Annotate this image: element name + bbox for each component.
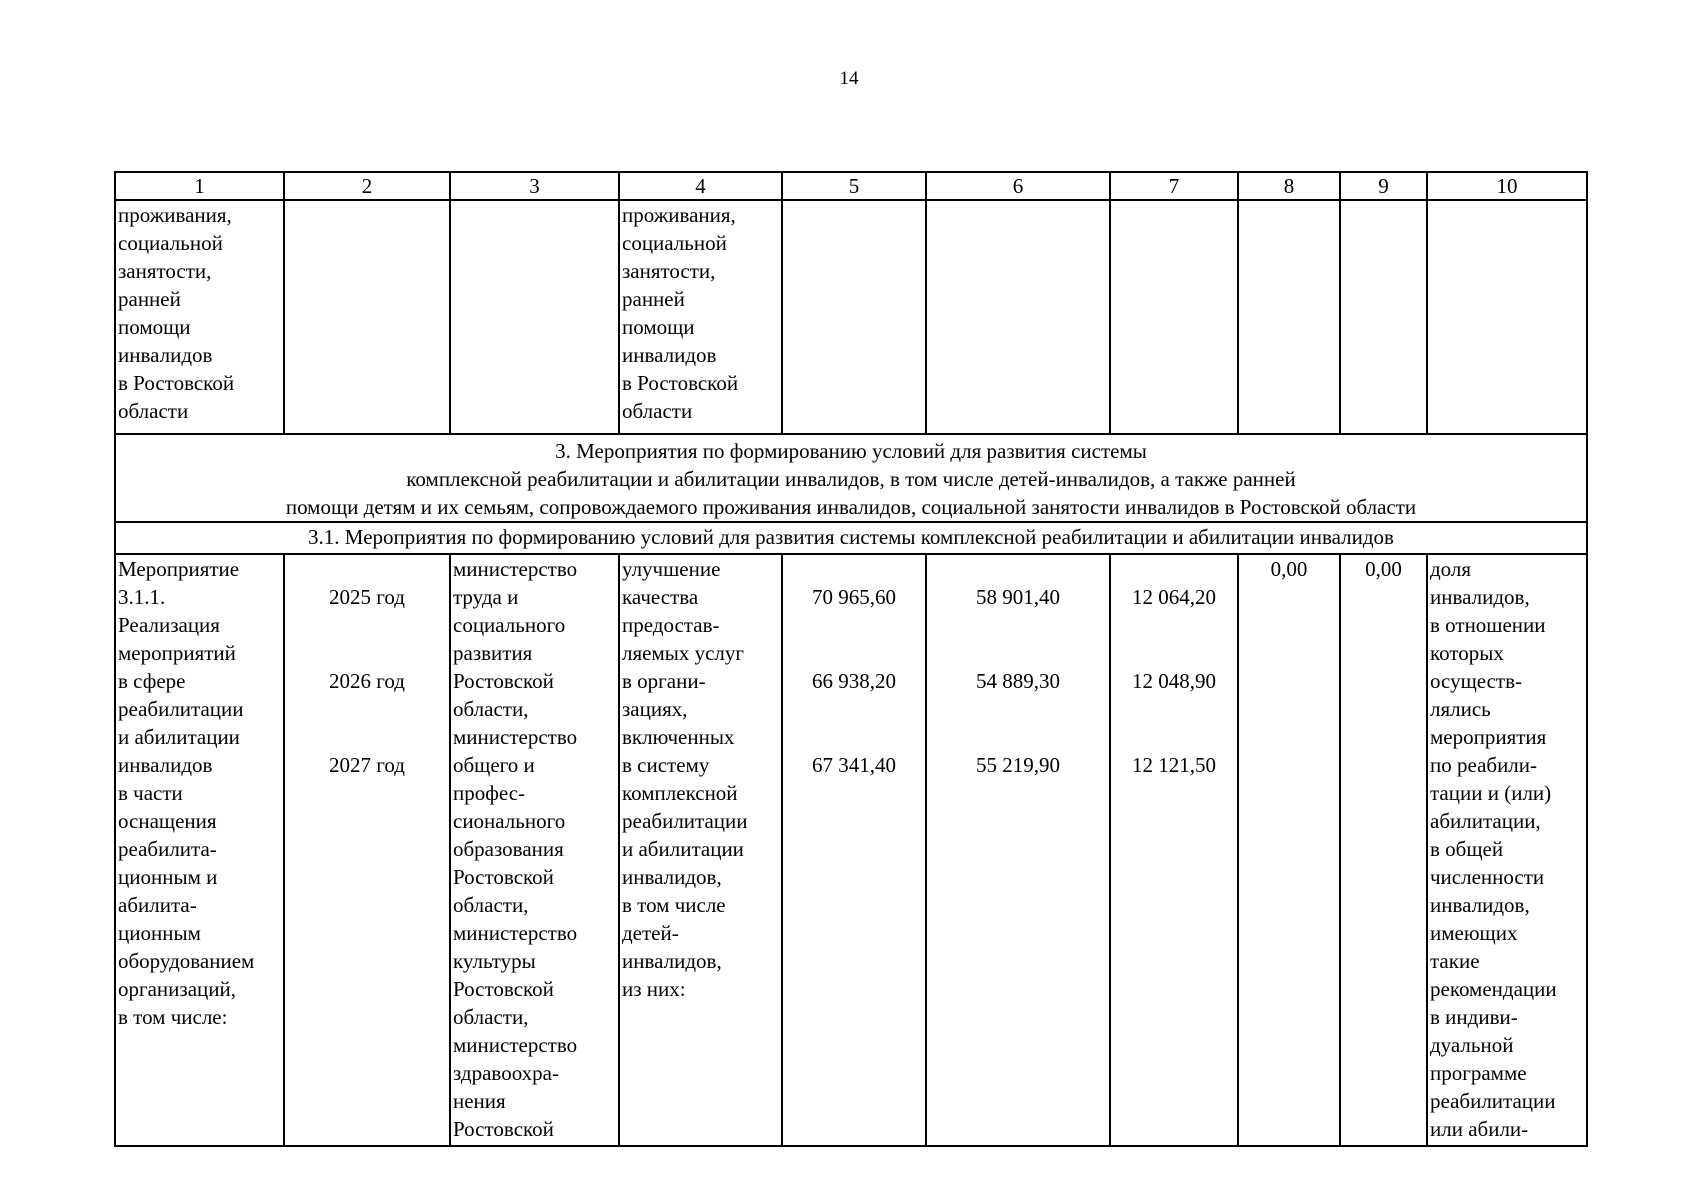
measure-name-cell: Мероприятие 3.1.1. Реализация мероприятий в сфере реабилитации и абилитации инвалидов в части оснащения реабилита- ционным и абилита- ционным оборудованием организаций, в том числе:: [115, 554, 284, 1146]
column-number: 5: [782, 172, 926, 200]
subsection-heading-row: [115, 522, 1587, 554]
section-3-heading: 3. Мероприятия по формированию условий для развития системы комплексной реабилитации и абилитации инвалидов, в том числе детей-инвалидов, а также ранней помощи детям и их семьям, сопровождаемого проживания инвалидов, социальной занятости инвалидов в Ростовской области: [115, 434, 1587, 522]
empty-cell: [782, 200, 926, 434]
section-heading-row: [115, 434, 1587, 522]
total-funding-cell: [782, 554, 926, 1146]
empty-cell: [1427, 200, 1587, 434]
column-number: 3: [450, 172, 619, 200]
result-cell: улучшение качества предостав- ляемых услуг в органи- зациях, включенных в систему комплексной реабилитации и абилитации инвалидов, в том числе детей- инвалидов, из них:: [619, 554, 782, 1146]
column-number: 6: [926, 172, 1110, 200]
continuation-row: [115, 200, 1587, 434]
indicator-cell: доля инвалидов, в отношении которых осуществ- лялись мероприятия по реабили- тации и (или) абилитации, в общей численности инвалидов, имеющих такие рекомендации в индиви- дуальной программе реабилитации или абили-: [1427, 554, 1587, 1146]
year: 2025 год: [329, 585, 405, 609]
executors-cell: министерство труда и социального развития Ростовской области, министерство общего и профес- сионального образования Ростовской области, министерство культуры Ростовской области, министерство здравоохра- нения Ростовской: [450, 554, 619, 1146]
column-number: 9: [1340, 172, 1427, 200]
measure-row: [115, 554, 1587, 1146]
funding-col6-cell: [926, 554, 1110, 1146]
amount: 12 121,50: [1132, 753, 1216, 777]
empty-cell: [926, 200, 1110, 434]
column-number: 8: [1238, 172, 1340, 200]
empty-cell: [450, 200, 619, 434]
column-number: 7: [1110, 172, 1238, 200]
column-number-row: [115, 172, 1587, 200]
empty-cell: [284, 200, 450, 434]
column-number: 1: [115, 172, 284, 200]
funding-col8-cell: 0,00: [1238, 554, 1340, 1146]
section-3-1-heading: 3.1. Мероприятия по формированию условий для развития системы комплексной реабилитации и абилитации инвалидов: [115, 522, 1587, 554]
page-number: 14: [839, 68, 859, 89]
amount: 58 901,40: [976, 585, 1060, 609]
year: 2027 год: [329, 753, 405, 777]
empty-cell: [1340, 200, 1427, 434]
funding-col9-cell: 0,00: [1340, 554, 1427, 1146]
amount: 54 889,30: [976, 669, 1060, 693]
empty-cell: [1110, 200, 1238, 434]
amount: 55 219,90: [976, 753, 1060, 777]
column-number: 4: [619, 172, 782, 200]
empty-cell: [1238, 200, 1340, 434]
amount: 70 965,60: [812, 585, 896, 609]
amount: 12 064,20: [1132, 585, 1216, 609]
program-table: [114, 171, 1588, 1147]
amount: 12 048,90: [1132, 669, 1216, 693]
amount: 67 341,40: [812, 753, 896, 777]
funding-col7-cell: [1110, 554, 1238, 1146]
column-number: 10: [1427, 172, 1587, 200]
year: 2026 год: [329, 669, 405, 693]
column-number: 2: [284, 172, 450, 200]
continued-name-cell: проживания, социальной занятости, ранней помощи инвалидов в Ростовской области: [115, 200, 284, 434]
years-cell: [284, 554, 450, 1146]
amount: 66 938,20: [812, 669, 896, 693]
continued-result-cell: проживания, социальной занятости, ранней помощи инвалидов в Ростовской области: [619, 200, 782, 434]
